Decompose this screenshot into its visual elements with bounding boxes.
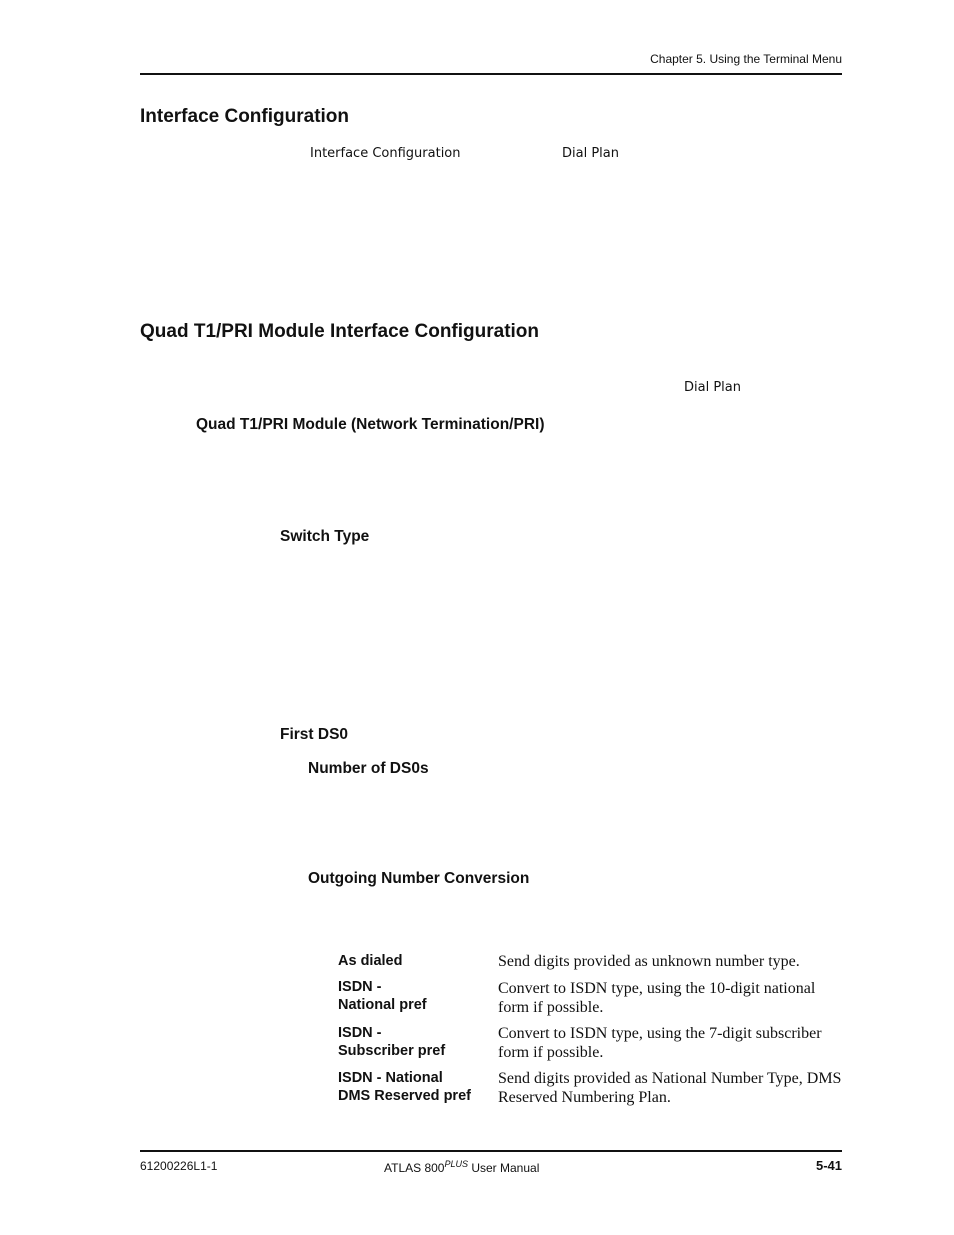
product-name: ATLAS 800 xyxy=(384,1161,445,1175)
term-line-2: DMS Reserved pref xyxy=(338,1088,471,1104)
header-rule xyxy=(140,73,842,75)
table-row-term xyxy=(338,978,427,1014)
footer-product xyxy=(384,1159,539,1175)
subsection-title-network-termination: Quad T1/PRI Module (Network Termination/PRI) xyxy=(196,416,545,433)
field-label-first-ds0: First DS0 xyxy=(280,726,349,743)
chapter-header: Chapter 5. Using the Terminal Menu xyxy=(650,52,842,66)
term-line-2: Subscriber pref xyxy=(338,1043,446,1059)
table-row-desc: Convert to ISDN type, using the 10-digit national form if possible. xyxy=(498,980,816,1016)
term-line-1: ISDN - xyxy=(338,1025,382,1041)
table-row-term xyxy=(338,1069,471,1105)
table-row-term xyxy=(338,1024,445,1060)
field-label-number-of-ds0s: Number of DS0s xyxy=(308,760,429,777)
menu-item-dial-plan-2: Dial Plan xyxy=(684,380,741,395)
section-title-interface-configuration: Interface Configuration xyxy=(140,106,350,127)
product-suffix: User Manual xyxy=(468,1161,540,1175)
term-line-1: ISDN - National xyxy=(338,1070,443,1086)
field-label-outgoing-number-conversion: Outgoing Number Conversion xyxy=(308,870,530,887)
menu-path-interface-configuration: Interface Configuration xyxy=(310,146,461,161)
table-row-term xyxy=(338,952,402,970)
footer-rule xyxy=(140,1150,842,1152)
term-line-1: ISDN - xyxy=(338,979,382,995)
term-line-2: National pref xyxy=(338,997,427,1013)
field-label-switch-type: Switch Type xyxy=(280,528,370,545)
section-title-quad-t1-pri: Quad T1/PRI Module Interface Configuration xyxy=(140,321,540,342)
footer-doc-number: 61200226L1-1 xyxy=(140,1159,218,1173)
table-row-desc: Send digits provided as unknown number type. xyxy=(498,953,800,970)
term-line-1: As dialed xyxy=(338,953,403,969)
table-row-desc: Send digits provided as National Number Type, DMS Reserved Numbering Plan. xyxy=(498,1070,842,1106)
product-superscript: PLUS xyxy=(444,1159,468,1169)
table-row-desc: Convert to ISDN type, using the 7-digit subscriber form if possible. xyxy=(498,1025,822,1061)
footer-page-number: 5-41 xyxy=(815,1158,842,1173)
menu-item-dial-plan: Dial Plan xyxy=(562,146,619,161)
